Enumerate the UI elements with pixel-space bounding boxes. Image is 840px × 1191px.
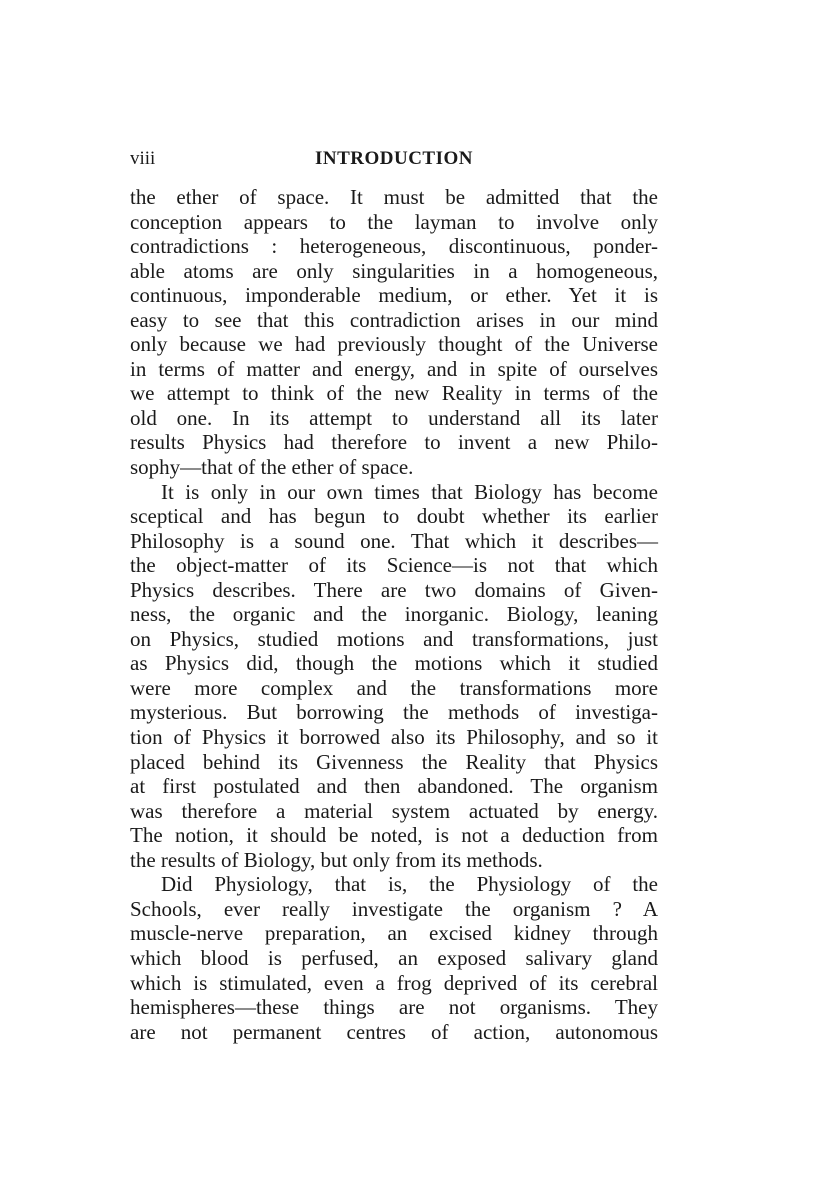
text-line: Schools, ever really investigate the organism ? A [130, 896, 658, 921]
text-line: able atoms are only singularities in a homogeneous, [130, 258, 658, 283]
text-line: results Physics had therefore to invent a new Philo- [130, 430, 658, 455]
text-line: muscle-nerve preparation, an excised kidney through [130, 921, 658, 946]
text-line: sceptical and has begun to doubt whether its earlier [130, 504, 658, 529]
text-line: placed behind its Givenness the Reality that Physics [130, 749, 658, 774]
text-line: the ether of space. It must be admitted that the [130, 185, 658, 209]
text-line: easy to see that this contradiction arises in our mind [130, 307, 658, 332]
text-line: old one. In its attempt to understand all its later [130, 405, 658, 430]
page-number: viii [130, 148, 156, 169]
text-line: hemispheres—these things are not organisms. They [130, 995, 658, 1020]
text-line: mysterious. But borrowing the methods of investiga- [130, 700, 658, 725]
text-line: sophy—that of the ether of space. [130, 455, 414, 480]
text-line: were more complex and the transformations more [130, 675, 658, 700]
text-line: we attempt to think of the new Reality in terms of the [130, 381, 658, 406]
text-line: Physics describes. There are two domains of Given- [130, 577, 658, 602]
paragraph-first-line: It is only in our own times that Biology has become [161, 479, 658, 504]
text-line: which blood is perfused, an exposed salivary gland [130, 945, 658, 970]
text-line: the results of Biology, but only from its methods. [130, 847, 543, 872]
text-line: on Physics, studied motions and transformations, just [130, 626, 658, 651]
text-line: in terms of matter and energy, and in spite of ourselves [130, 356, 658, 381]
text-line: conception appears to the layman to involve only [130, 209, 658, 234]
text-line: was therefore a material system actuated by energy. [130, 798, 658, 823]
text-line: at first postulated and then abandoned. The organism [130, 774, 658, 799]
text-line: contradictions : heterogeneous, discontinuous, ponder- [130, 234, 658, 259]
text-line: which is stimulated, even a frog deprived of its cerebral [130, 970, 658, 995]
text-line: are not permanent centres of action, autonomous [130, 1019, 658, 1044]
text-line: only because we had previously thought of the Universe [130, 332, 658, 357]
text-line: ness, the organic and the inorganic. Biology, leaning [130, 602, 658, 627]
running-head [130, 146, 658, 172]
text-line: The notion, it should be noted, is not a deduction from [130, 823, 658, 848]
text-line: continuous, imponderable medium, or ether. Yet it is [130, 283, 658, 308]
body-text [130, 185, 658, 1044]
chapter-title: INTRODUCTION [314, 148, 474, 169]
text-line: tion of Physics it borrowed also its Philosophy, and so it [130, 725, 658, 750]
text-line: as Physics did, though the motions which it studied [130, 651, 658, 676]
text-line: Philosophy is a sound one. That which it describes— [130, 528, 658, 553]
paragraph-first-line: Did Physiology, that is, the Physiology of the [161, 872, 658, 897]
text-line: the object-matter of its Science—is not that which [130, 553, 658, 578]
